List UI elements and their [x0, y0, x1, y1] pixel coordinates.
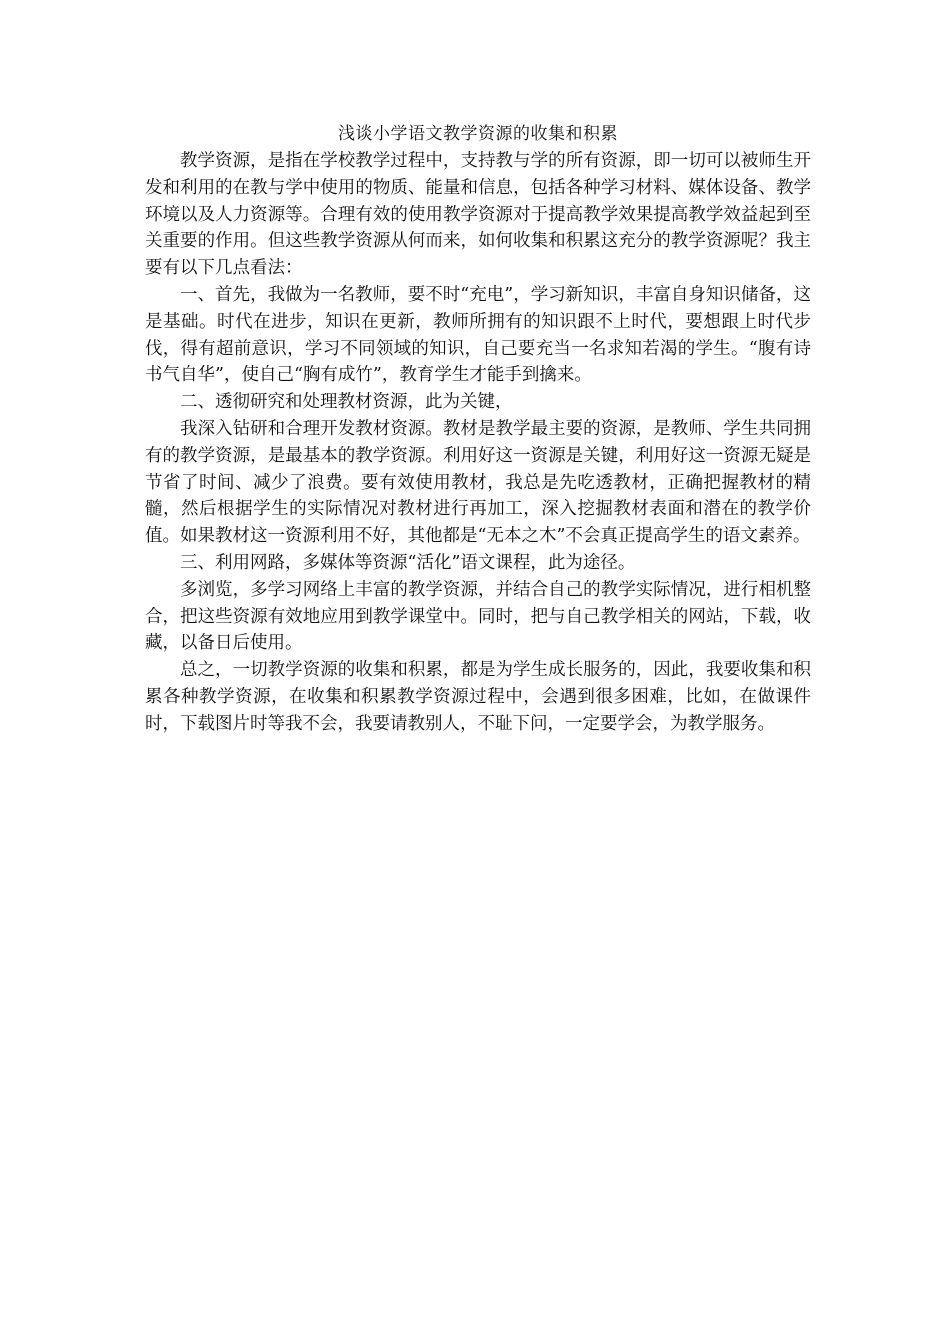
paragraph-point-one: 一、首先，我做为一名教师，要不时“充电”，学习新知识，丰富自身知识储备，这是基础。时代在进步，知识在更新，教师所拥有的知识跟不上时代，要想跟上时代步伐，得有超前意识，学习不同领域的知识，自己要充当一名求知若渴的学生。“腹有诗书气自华”，使自己“胸有成竹”，教育学生才能手到擒来。	[145, 284, 811, 386]
paragraph-point-two-body: 我深入钻研和合理开发教材资源。教材是教学最主要的资源，是教师、学生共同拥有的教学资源，是最基本的教学资源。利用好这一资源是关键，利用好这一资源无疑是节省了时间、减少了浪费。要有效使用教材，我总是先吃透教材，正确把握教材的精髓，然后根据学生的实际情况对教材进行再加工，深入挖掘教材表面和潜在的教学价值。如果教材这一资源利用不好，其他都是“无本之木”不会真正提高学生的语文素养。	[145, 418, 811, 547]
paragraph-point-three-heading: 三、利用网路，多媒体等资源“活化”语文课程，此为途径。	[180, 552, 636, 573]
paragraph-intro: 教学资源，是指在学校教学过程中，支持教与学的所有资源，即一切可以被师生开发和利用的在教与学中使用的物质、能量和信息，包括各种学习材料、媒体设备、教学环境以及人力资源等。合理有效的使用教学资源对于提高教学效果提高教学效益起到至关重要的作用。但这些教学资源从何而来，如何收集和积累这充分的教学资源呢？我主要有以下几点看法：	[145, 151, 811, 279]
document-title: 浅谈小学语文教学资源的收集和积累	[338, 124, 618, 144]
document-body	[145, 120, 811, 738]
paragraph-point-two-heading: 二、透彻研究和处理教材资源，此为关键，	[180, 392, 513, 413]
paragraph-point-three-body: 多浏览，多学习网络上丰富的教学资源，并结合自己的教学实际情况，进行相机整合，把这些资源有效地应用到教学课堂中。同时，把与自己教学相关的网站，下载，收藏，以备日后使用。	[145, 579, 811, 654]
paragraph-conclusion: 总之，一切教学资源的收集和积累，都是为学生成长服务的，因此，我要收集和积累各种教学资源，在收集和积累教学资源过程中，会遇到很多困难，比如，在做课件时，下载图片时等我不会，我要请教别人，不耻下问，一定要学会，为教学服务。	[145, 660, 811, 734]
